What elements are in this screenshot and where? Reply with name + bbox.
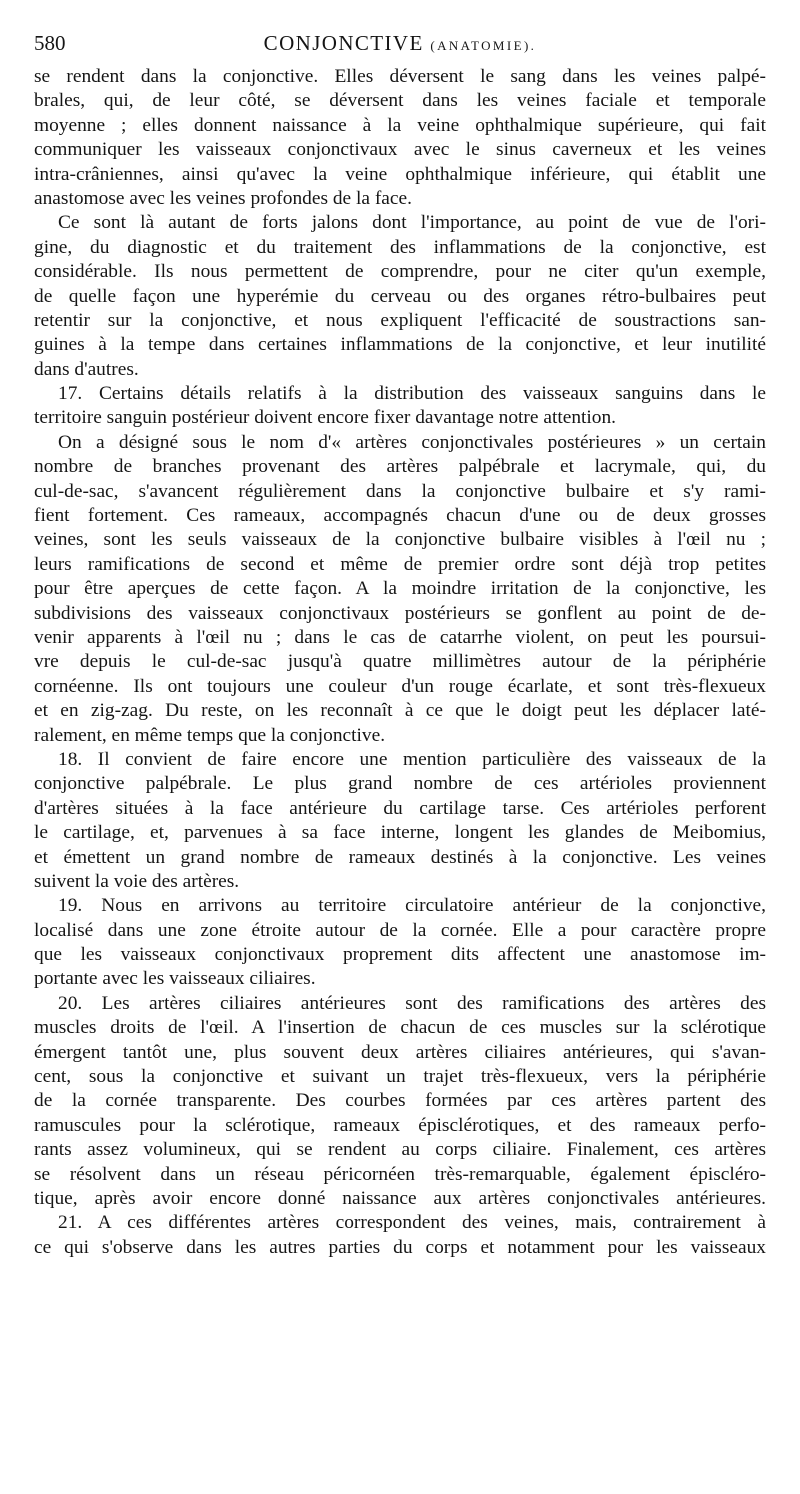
- text-line: 19. Nous en arrivons au territoire circulatoire antérieur de la conjonctive,: [58, 895, 766, 917]
- text-line: localisé dans une zone étroite autour de la cornée. Elle a pour caractère propre: [34, 919, 766, 941]
- text-line: intra-crâniennes, ainsi qu'avec la veine ophthalmique inférieure, qui établit une: [34, 163, 766, 185]
- body-text: [34, 65, 766, 1260]
- running-subtitle: (ANATOMIE).: [430, 38, 537, 53]
- text-line: et en zig-zag. Du reste, on les reconnaît à ce que le doigt peut les déplacer laté-: [34, 700, 766, 722]
- text-line: cent, sous la conjonctive et suivant un trajet très-flexueux, vers la périphérie: [34, 1066, 766, 1088]
- page-header: [34, 30, 766, 60]
- text-line: nombre de branches provenant des artères palpébrale et lacrymale, qui, du: [34, 456, 766, 478]
- text-line: émergent tantôt une, plus souvent deux artères ciliaires antérieures, qui s'avan-: [34, 1041, 766, 1063]
- text-line: de la cornée transparente. Des courbes formées par ces artères partent des: [34, 1090, 766, 1112]
- running-head: [34, 30, 766, 59]
- text-line: Ce sont là autant de forts jalons dont l'importance, au point de vue de l'ori-: [58, 212, 766, 234]
- text-line: cornéenne. Ils ont toujours une couleur d'un rouge écarlate, et sont très-flexueux: [34, 675, 766, 697]
- text-line: considérable. Ils nous permettent de comprendre, pour ne citer qu'un exemple,: [34, 261, 766, 283]
- text-line: moyenne ; elles donnent naissance à la veine ophthalmique supérieure, qui fait: [34, 114, 766, 136]
- text-line: retentir sur la conjonctive, et nous expliquent l'efficacité de soustractions san-: [34, 309, 766, 331]
- text-line: ralement, en même temps que la conjonctive.: [34, 724, 386, 746]
- text-line: communiquer les vaisseaux conjonctivaux avec le sinus caverneux et les veines: [34, 139, 766, 161]
- text-line: de quelle façon une hyperémie du cerveau ou des organes rétro-bulbaires peut: [34, 285, 766, 307]
- text-line: vre depuis le cul-de-sac jusqu'à quatre millimètres autour de la périphérie: [34, 651, 766, 673]
- text-line: 18. Il convient de faire encore une mention particulière des vaisseaux de la: [58, 748, 766, 770]
- text-line: pour être aperçues de cette façon. A la moindre irritation de la conjonctive, les: [34, 578, 766, 600]
- text-line: anastomose avec les veines profondes de la face.: [34, 187, 412, 209]
- text-line: fient fortement. Ces rameaux, accompagnés chacun d'une ou de deux grosses: [34, 505, 766, 527]
- text-line: et émettent un grand nombre de rameaux destinés à la conjonctive. Les veines: [34, 846, 766, 868]
- text-line: brales, qui, de leur côté, se déversent dans les veines faciale et temporale: [34, 90, 766, 112]
- page-number: 580: [34, 31, 66, 55]
- text-line: tique, après avoir encore donné naissance aux artères conjonctivales antérieures.: [34, 1187, 766, 1209]
- text-line: 20. Les artères ciliaires antérieures sont des ramifications des artères des: [58, 992, 766, 1014]
- text-line: 21. A ces différentes artères correspondent des veines, mais, contrairement à: [58, 1212, 766, 1234]
- running-title: CONJONCTIVE: [263, 31, 424, 55]
- text-line: suivent la voie des artères.: [34, 870, 240, 892]
- text-line: se rendent dans la conjonctive. Elles déversent le sang dans les veines palpé-: [34, 66, 766, 87]
- text-line: muscles droits de l'œil. A l'insertion de chacun de ces muscles sur la sclérotique: [34, 1017, 766, 1039]
- text-line: que les vaisseaux conjonctivaux proprement dits affectent une anastomose im-: [34, 944, 766, 966]
- text-line: gine, du diagnostic et du traitement des inflammations de la conjonctive, est: [34, 236, 766, 258]
- text-line: leurs ramifications de second et même de premier ordre sont déjà trop petites: [34, 553, 766, 575]
- text-line: guines à la tempe dans certaines inflammations de la conjonctive, et leur inutilité: [34, 334, 766, 356]
- text-line: territoire sanguin postérieur doivent encore fixer davantage notre attention.: [34, 407, 617, 429]
- text-line: venir apparents à l'œil nu ; dans le cas de catarrhe violent, on peut les poursui-: [34, 626, 766, 648]
- text-line: subdivisions des vaisseaux conjonctivaux postérieurs se gonflent au point de de-: [34, 602, 766, 624]
- book-page: [34, 30, 766, 1260]
- text-line: ce qui s'observe dans les autres parties du corps et notamment pour les vaisseaux: [34, 1236, 766, 1258]
- text-line: portante avec les vaisseaux ciliaires.: [34, 968, 316, 990]
- text-line: veines, sont les seuls vaisseaux de la conjonctive bulbaire visibles à l'œil nu ;: [34, 529, 766, 551]
- text-line: dans d'autres.: [34, 358, 139, 380]
- text-line: le cartilage, et, parvenues à sa face interne, longent les glandes de Meibomius,: [34, 822, 766, 844]
- text-line: se résolvent dans un réseau péricornéen très-remarquable, également épiscléro-: [34, 1163, 766, 1185]
- text-line: ramuscules pour la sclérotique, rameaux épisclérotiques, et des rameaux perfo-: [34, 1114, 766, 1136]
- text-line: cul-de-sac, s'avancent régulièrement dans la conjonctive bulbaire et s'y rami-: [34, 480, 766, 502]
- text-line: d'artères situées à la face antérieure du cartilage tarse. Ces artérioles perforent: [34, 797, 766, 819]
- text-line: conjonctive palpébrale. Le plus grand nombre de ces artérioles proviennent: [34, 773, 766, 795]
- text-line: rants assez volumineux, qui se rendent au corps ciliaire. Finalement, ces artères: [34, 1139, 766, 1161]
- text-line: On a désigné sous le nom d'« artères conjonctivales postérieures » un certain: [58, 431, 766, 453]
- text-line: 17. Certains détails relatifs à la distribution des vaisseaux sanguins dans le: [58, 383, 766, 405]
